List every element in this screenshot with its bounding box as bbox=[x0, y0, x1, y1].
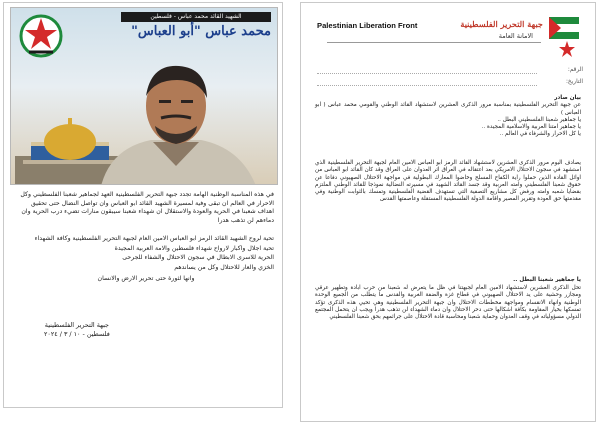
org-name-english: Palestinian Liberation Front bbox=[317, 21, 418, 30]
portrait-image bbox=[91, 56, 261, 185]
number-field-line bbox=[317, 73, 537, 74]
poster-title: محمد عباس "أبو العباس" bbox=[131, 24, 271, 39]
greeting-line: يا جماهير شعبنا الفلسطيني البطل .. bbox=[497, 116, 581, 123]
greeting-line: يا جماهير امتنا العربية والاسلامية المجيدة .. bbox=[481, 124, 581, 131]
list-item: تحية لروح الشهيد القائد الرمز ابو العباس الامين العام لجبهة التحرير الفلسطينية وكافة الشهداء bbox=[34, 235, 274, 242]
date-field: التاريخ: bbox=[565, 79, 583, 85]
department-name: الامانة العامة bbox=[498, 32, 533, 40]
commemorative-poster bbox=[10, 7, 278, 185]
list-item: الخزي والعار للاحتلال وكل من يساندهم bbox=[174, 263, 274, 271]
greeting-2: يا جماهير شعبنا البطل .. bbox=[513, 277, 581, 283]
salutation-list bbox=[18, 235, 274, 273]
intro-paragraph: في هذه المناسبة الوطنية الهامة تجدد جبهة التحرير الفلسطينية العهد لجماهير شعبنا الفلسطيني وكل الاحرار في العالم ان تبقى وفية لمسيرة الشهيد القائد ابو العباس وان تواصل النضال حتى تحقيق اهداف شعبنا في الحرية والعودة والاستقلال ان شهداء شعبنا سيبقون منارات تضيء درب الحرية وان دماءهم لن تذهب هدرا bbox=[20, 191, 274, 224]
signature-date: فلسطين - ١٠ / ٣ / ٢٠٢٤ bbox=[44, 330, 110, 338]
date-field-line bbox=[317, 85, 537, 86]
statement-paragraph-2: تحل الذكرى العشرين لاستشهاد الامين العام لجبهتنا في ظل ما يتعرض له شعبنا من حرب ابادة وتطهير عرقي ومجازر وحشية على يد الاحتلال الصهيوني في قطاع غزة والضفة الغربية والقدس ما يتطلب من الجميع الوحدة الوطنية وانهاء الانقسام ومواجهة مخططات الاحتلال وان جبهة التحرير الفلسطينية وهي تحيي هذه الذكرى تؤكد تمسكها بخيار المقاومة بكافة اشكالها حتى دحر الاحتلال وان دماء الشهداء لن تذهب هدرا ويجب ان يتحمل المجتمع الدولي مسؤولياته في وقف العدوان وحماية شعبنا ومحاسبة قادة الاحتلال على جرائمهم بحق شعبنا الفلسطيني bbox=[315, 285, 581, 321]
signature-block bbox=[44, 321, 110, 339]
poster-subtitle: الشهيد القائد محمد عباس - فلسطين bbox=[150, 13, 242, 20]
number-field: الرقم: bbox=[567, 67, 583, 73]
statement-opening bbox=[315, 95, 581, 139]
statement-paragraph-1: يصادف اليوم مرور الذكرى العشرين لاستشهاد القائد الرمز ابو العباس الامين العام لجبهة التحرير الفلسطينية الذي استشهد في سجون الاحتلال الامريكي بعد اعتقاله في العراق اثر العدوان على العراق وقد كان القائد ابو العباس من اوائل القادة الذين حملوا راية الكفاح المسلح وخاضوا المعارك البطولية في مواجهة الاحتلال الصهيوني دفاعا عن حقوق شعبنا الفلسطيني وامته العربية وقد جسد القائد الشهيد في مسيرته النضالية نموذجا للقائد الوطني الملتزم بقضايا شعبه وامته ورفض كل مشاريع التصفية التي تستهدف القضية الفلسطينية وتمسك بالثوابت الوطنية وفي مقدمتها حق العودة وتقرير المصير واقامة الدولة الفلسطينية المستقلة وعاصمتها القدس bbox=[315, 160, 581, 203]
left-page bbox=[3, 2, 283, 408]
signature-org: جبهة التحرير الفلسطينية bbox=[44, 321, 109, 329]
greeting-line: يا كل الاحرار والشرفاء في العالم .. bbox=[499, 131, 581, 138]
statement-lead: عن جبهة التحرير الفلسطينية بمناسبة مرور الذكرى العشرين لاستشهاد القائد الوطني والقومي محمد عباس ( ابو العباس ) bbox=[315, 102, 581, 116]
letterhead bbox=[311, 15, 585, 63]
right-page bbox=[300, 2, 596, 422]
list-item: الحرية للاسرى الابطال في سجون الاحتلال والشفاء للجرحى bbox=[122, 254, 274, 262]
closing-line: وانها لثورة حتى تحرير الارض والانسان bbox=[97, 275, 195, 282]
plf-logo-icon bbox=[547, 15, 581, 59]
statement-title: بيان صادر bbox=[554, 95, 581, 101]
plf-logo-icon bbox=[11, 8, 81, 68]
org-name-arabic: جبهة التحرير الفلسطينية bbox=[460, 19, 543, 29]
header-divider bbox=[327, 42, 541, 43]
list-item: تحية اجلال واكبار لارواح شهداء فلسطين والامة العربية المجيدة bbox=[114, 244, 274, 252]
